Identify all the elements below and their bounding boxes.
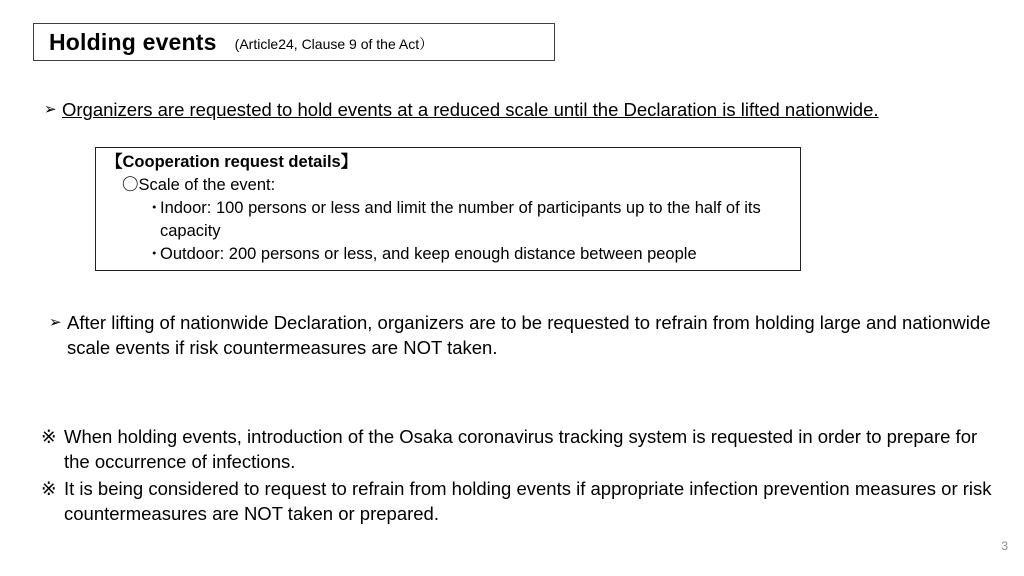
arrow-bullet-icon: ➢ [49, 314, 62, 331]
note-tracking-system [41, 424, 1001, 474]
details-item-text: Outdoor: 200 persons or less, and keep enough distance between people [160, 245, 697, 263]
note-refrain-events [41, 476, 1001, 526]
cooperation-details-box [95, 147, 801, 271]
title-box [33, 23, 555, 61]
bullet-reduced-scale [44, 97, 1014, 122]
page-number: 3 [1001, 539, 1008, 553]
dot-bullet-icon: ・ [146, 199, 163, 217]
arrow-bullet-icon: ➢ [44, 101, 57, 118]
dot-bullet-icon: ・ [146, 245, 163, 263]
reference-mark-icon: ※ [41, 478, 57, 499]
page-subtitle: (Article24, Clause 9 of the Act） [234, 36, 434, 52]
details-heading: 【Cooperation request details】 [106, 153, 358, 171]
page-title: Holding events [49, 28, 217, 55]
bullet-text: Organizers are requested to hold events at a reduced scale until the Declaration is lifted nationwide. [62, 99, 879, 120]
bullet-text: After lifting of nationwide Declaration, organizers are to be requested to refrain from holding large and nationwide scale events if risk countermeasures are NOT taken. [67, 312, 991, 358]
details-item-outdoor [96, 243, 800, 266]
note-text: When holding events, introduction of the Osaka coronavirus tracking system is requested in order to prepare for the occurrence of infections. [64, 426, 978, 472]
note-text: It is being considered to request to refrain from holding events if appropriate infection prevention measures or risk countermeasures are NOT taken or prepared. [64, 478, 992, 524]
details-item-indoor [96, 197, 800, 243]
bullet-after-lifting [49, 310, 999, 360]
details-item-text: Indoor: 100 persons or less and limit the number of participants up to the half of its capacity [160, 199, 761, 240]
reference-mark-icon: ※ [41, 426, 57, 447]
details-scale-label: 〇Scale of the event: [122, 176, 276, 194]
